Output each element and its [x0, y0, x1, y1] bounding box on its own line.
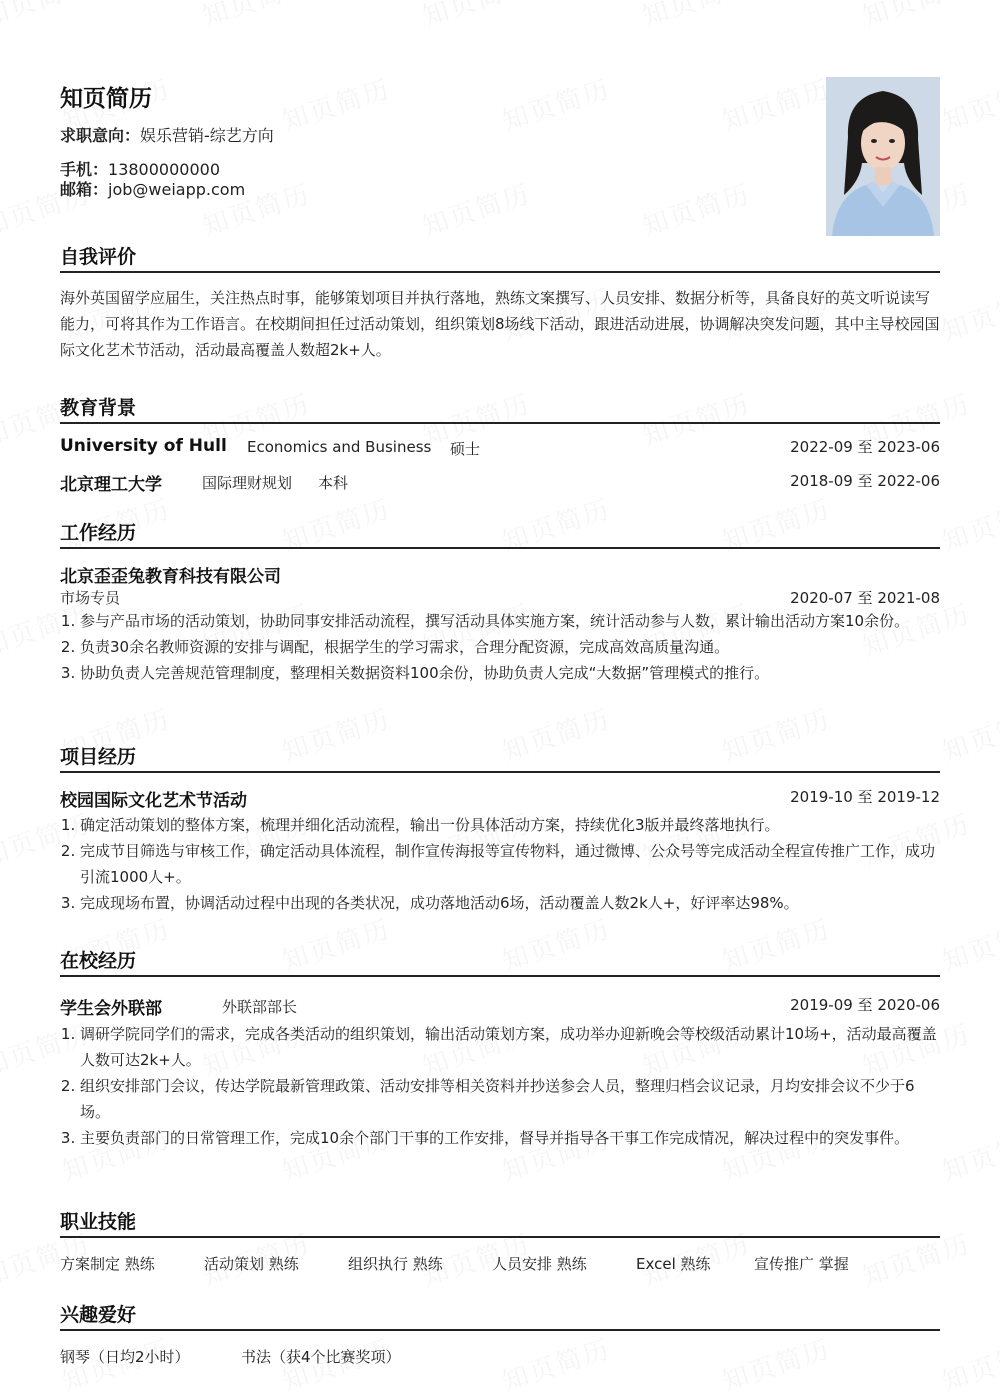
watermark-text: [937, 279, 1000, 349]
section-title-education: 教育背景: [60, 393, 940, 424]
education-major: Economics and Business: [247, 438, 432, 456]
project-name: 校园国际文化艺术节活动: [60, 791, 247, 811]
profile-photo: [826, 77, 940, 236]
section-title-hobbies: 兴趣爱好: [60, 1300, 940, 1331]
job-intent: [60, 123, 274, 146]
watermark-text: [0, 0, 95, 33]
education-degree: 硕士: [450, 440, 481, 458]
watermark-text: [497, 1329, 615, 1393]
project-date: 2019-10 至 2019-12: [790, 788, 940, 806]
list-item: 3. 协助负责人完善规范管理制度，整理相关数据资料100余份，协助负责人完成“大数据”管理模式的推行。: [80, 660, 940, 686]
section-title-work: 工作经历: [60, 518, 940, 549]
phone-label: 手机：: [60, 160, 109, 179]
watermark-text: [717, 69, 835, 139]
skill-item: 活动策划 熟练: [204, 1255, 299, 1273]
work-role: 市场专员: [60, 589, 121, 607]
project-row: [60, 786, 940, 810]
skill-item: 人员安排 熟练: [492, 1255, 587, 1273]
watermark-text: [197, 0, 315, 33]
hobby-item: 钢琴（日均2小时）: [60, 1348, 190, 1366]
watermark-text: [717, 1329, 835, 1393]
watermark-text: [277, 69, 395, 139]
campus-date: 2019-09 至 2020-06: [790, 996, 940, 1014]
education-school: University of Hull: [60, 436, 227, 456]
education-date: 2018-09 至 2022-06: [790, 472, 940, 490]
education-school: 北京理工大学: [60, 475, 162, 495]
email-value[interactable]: job@weiapp.com: [108, 180, 246, 199]
project-bullets: [60, 812, 940, 916]
skill-item: 宣传推广 掌握: [754, 1255, 849, 1273]
work-company: 北京歪歪兔教育科技有限公司: [60, 567, 281, 587]
list-item: 3. 主要负责部门的日常管理工作，完成10余个部门干事的工作安排，督导并指导各干事工作完成情况，解决过程中的突发事件。: [80, 1125, 940, 1151]
list-item: 1. 确定活动策划的整体方案，梳理并细化活动流程，输出一份具体活动方案，持续优化3版并最终落地执行。: [80, 812, 940, 838]
list-item: 2. 负责30余名教师资源的安排与调配，根据学生的学习需求，合理分配资源，完成高效高质量沟通。: [80, 634, 940, 660]
list-item: 2. 完成节目筛选与审核工作，确定活动具体流程，制作宣传海报等宣传物料，通过微博、公众号等完成活动全程宣传推广工作，成功引流1000人+。: [80, 838, 940, 890]
section-title-project: 项目经历: [60, 742, 940, 773]
work-bullets: [60, 608, 940, 686]
campus-row: [60, 994, 940, 1018]
portrait-illustration: [826, 77, 940, 236]
watermark-text: [497, 69, 615, 139]
hobby-item: 书法（获4个比赛奖项）: [241, 1348, 401, 1366]
campus-org: 学生会外联部: [60, 999, 162, 1019]
education-date: 2022-09 至 2023-06: [790, 438, 940, 456]
section-title-campus: 在校经历: [60, 946, 940, 977]
watermark-text: [637, 0, 755, 33]
education-row: [60, 436, 940, 460]
job-intent-label: 求职意向：: [60, 126, 141, 145]
education-degree: 本科: [318, 474, 349, 492]
list-item: 1. 调研学院同学们的需求，完成各类活动的组织策划，输出活动策划方案，成功举办迎新晚会等校级活动累计10场+，活动最高覆盖人数可达2k+人。: [80, 1021, 940, 1073]
watermark-text: [637, 174, 755, 244]
watermark-text: [937, 909, 1000, 979]
watermark-text: [417, 174, 535, 244]
self-eval-text: 海外英国留学应届生，关注热点时事，能够策划项目并执行落地，熟练文案撰写、人员安排、数据分析等，具备良好的英文听说读写能力，可将其作为工作语言。在校期间担任过活动策划，组织策划8场线下活动，跟进活动进展，协调解决突发问题，其中主导校园国际文化艺术节活动，活动最高覆盖人数超2k+人。: [60, 289, 940, 359]
phone-value: 13800000000: [108, 160, 220, 179]
skill-item: 方案制定 熟练: [60, 1255, 155, 1273]
campus-bullets: [60, 1021, 940, 1151]
skill-item: 组织执行 熟练: [348, 1255, 443, 1273]
watermark-text: [937, 1119, 1000, 1189]
job-intent-value: 娱乐营销-综艺方向: [140, 126, 274, 145]
email-label: 邮箱：: [60, 180, 109, 199]
list-item: 2. 组织安排部门会议，传达学院最新管理政策、活动安排等相关资料并抄送参会人员，整理归档会议记录，月均安排会议不少于6场。: [80, 1073, 940, 1125]
email-line: [60, 177, 245, 200]
watermark-text: [937, 1329, 1000, 1393]
section-title-skills: 职业技能: [60, 1207, 940, 1238]
watermark-text: [857, 0, 975, 33]
campus-role: 外联部部长: [222, 998, 298, 1016]
list-item: 3. 完成现场布置，协调活动过程中出现的各类状况，成功落地活动6场，活动覆盖人数2k人+，好评率达98%。: [80, 890, 940, 916]
resume-name: 知页简历: [60, 86, 152, 112]
watermark-text: [417, 0, 535, 33]
section-title-self-eval: 自我评价: [60, 242, 940, 273]
work-company-row: [60, 562, 940, 586]
watermark-text: [937, 489, 1000, 559]
watermark-text: [937, 69, 1000, 139]
watermark-text: [937, 699, 1000, 769]
skill-item: Excel 熟练: [636, 1255, 711, 1273]
work-date: 2020-07 至 2021-08: [790, 589, 940, 607]
list-item: 1. 参与产品市场的活动策划，协助同事安排活动流程，撰写活动具体实施方案，统计活动参与人数，累计输出活动方案10余份。: [80, 608, 940, 634]
education-major: 国际理财规划: [202, 474, 293, 492]
education-row: [60, 470, 940, 494]
